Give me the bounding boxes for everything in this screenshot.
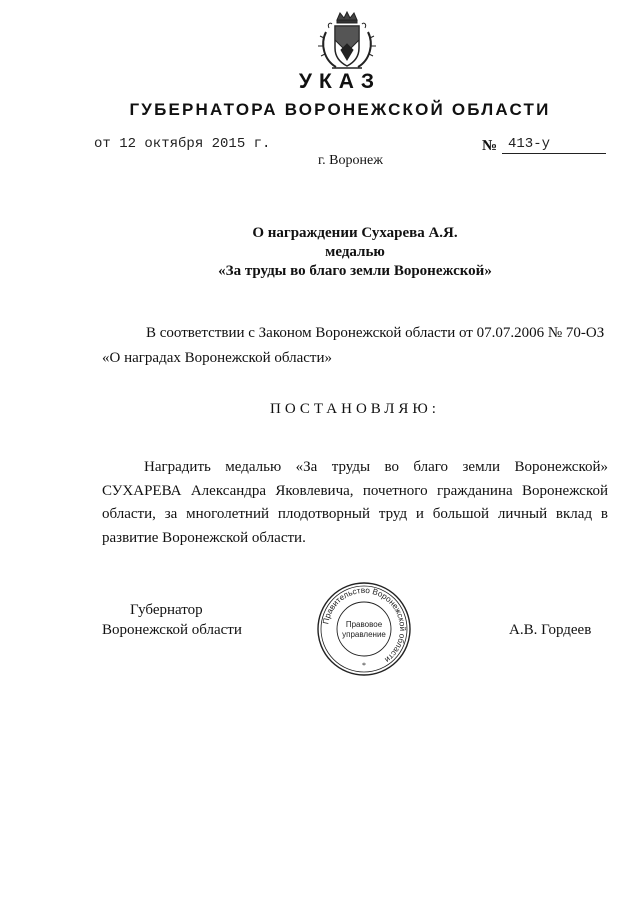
document-title: УКАЗ	[298, 70, 382, 93]
signer-position-2: Воронежской области	[102, 622, 242, 638]
document-number: 413-у	[508, 136, 551, 152]
stamp-center-line-2: управление	[342, 630, 386, 639]
signer-position-1: Губернатор	[130, 602, 203, 618]
stamp-star-icon: *	[362, 661, 366, 670]
document-subtitle: ГУБЕРНАТОРА ВОРОНЕЖСКОЙ ОБЛАСТИ	[129, 100, 551, 119]
signer-name: А.В. Гордеев	[509, 622, 592, 638]
preamble-line-1: В соответствии с Законом Воронежской области от 07.07.2006 № 70-ОЗ	[146, 325, 605, 341]
award-paragraph: Наградить медалью «За труды во благо земли Воронежской» СУХАРЕВА Александра Яковлевича, почетного гражданина Воронежской области, за многолетний плодотворный труд и большой личный вклад в развитие Воронежской области.	[102, 459, 608, 546]
official-stamp-icon	[316, 581, 412, 677]
number-label: №	[482, 138, 498, 154]
subject-line-3: «За труды во благо земли Воронежской»	[218, 263, 492, 279]
coat-of-arms-icon	[316, 10, 378, 74]
preamble-line-2: «О наградах Воронежской области»	[102, 350, 333, 366]
document-date: от 12 октября 2015 г.	[94, 136, 271, 152]
document-city: г. Воронеж	[318, 153, 383, 168]
subject-line-1: О награждении Сухарева А.Я.	[252, 225, 458, 241]
subject-line-2: медалью	[325, 244, 385, 260]
stamp-center-line-1: Правовое	[345, 620, 383, 629]
number-underline	[502, 153, 606, 154]
decree-word: ПОСТАНОВЛЯЮ:	[270, 401, 440, 417]
stamp-ring-text: Правительство Воронежской области	[321, 585, 408, 665]
